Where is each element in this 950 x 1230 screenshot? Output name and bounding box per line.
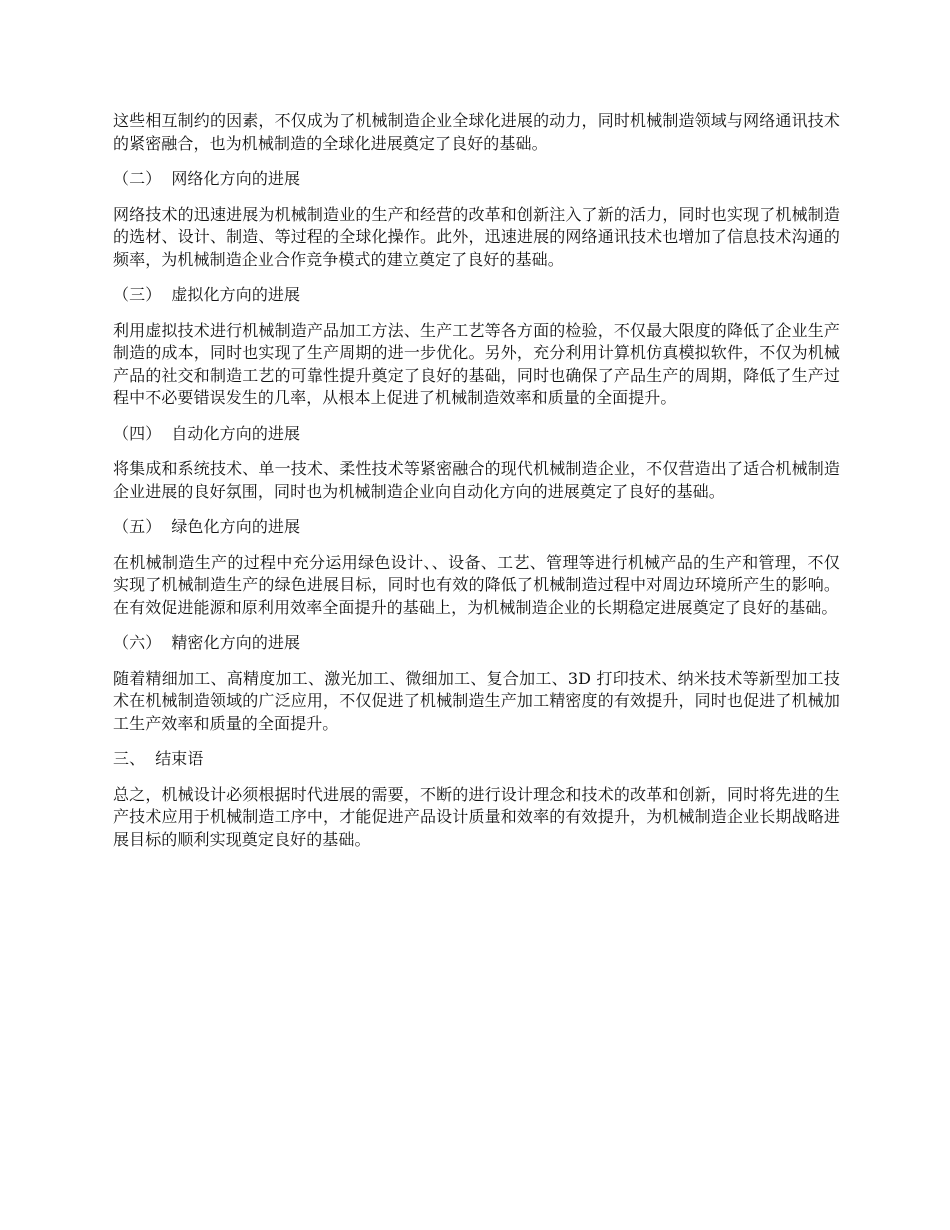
section-heading-precision <box>113 632 840 655</box>
section-heading-green <box>113 516 840 539</box>
paragraph-green: 在机械制造生产的过程中充分运用绿色设计、、设备、工艺、管理等进行机械产品的生产和管理，不仅实现了机械制造生产的绿色进展目标，同时也有效的降低了机械制造过程中对周边环境所产生的影响。在有效促进能源和原利用效率全面提升的基础上，为机械制造企业的长期稳定进展奠定了良好的基础。 <box>113 552 840 617</box>
paragraph-virtualization: 利用虚拟技术进行机械制造产品加工方法、生产工艺等各方面的检验，不仅最大限度的降低了企业生产制造的成本，同时也实现了生产周期的进一步优化。另外，充分利用计算机仿真模拟软件，不仅为机械产品的社交和制造工艺的可靠性提升奠定了良好的基础，同时也确保了产品生产的周期，降低了生产过程中不必要错误发生的几率，从根本上促进了机械制造效率和质量的全面提升。 <box>113 320 840 407</box>
section-title: 自动化方向的进展 <box>171 423 301 443</box>
paragraph-intro: 这些相互制约的因素，不仅成为了机械制造企业全球化进展的动力，同时机械制造领域与网络通讯技术的紧密融合，也为机械制造的全球化进展奠定了良好的基础。 <box>113 111 840 153</box>
section-number: （二） <box>113 169 162 188</box>
section-title: 结束语 <box>155 749 204 768</box>
section-heading-automation <box>113 423 840 446</box>
paragraph-conclusion: 总之，机械设计必须根据时代进展的需要，不断的进行设计理念和技术的改革和创新，同时将先进的生产技术应用于机械制造工序中，才能促进产品设计质量和效率的有效提升，为机械制造企业长期战略进展目标的顺利实现奠定良好的基础。 <box>113 784 840 849</box>
paragraph-networking: 网络技术的迅速进展为机械制造业的生产和经营的改革和创新注入了新的活力，同时也实现了机械制造的选材、设计、制造、等过程的全球化操作。此外，迅速进展的网络通讯技术也增加了信息技术沟通的频率，为机械制造企业合作竞争模式的建立奠定了良好的基础。 <box>113 204 840 269</box>
section-number: （五） <box>113 517 162 536</box>
section-number: （四） <box>113 423 162 443</box>
section-number: 三、 <box>113 749 146 768</box>
section-title: 虚拟化方向的进展 <box>171 285 301 304</box>
section-heading-conclusion <box>113 748 840 771</box>
section-heading-networking <box>113 168 840 191</box>
section-title: 精密化方向的进展 <box>171 633 301 652</box>
document-page <box>113 110 840 864</box>
paragraph-precision: 随着精细加工、高精度加工、激光加工、微细加工、复合加工、3D 打印技术、纳米技术等新型加工技术在机械制造领域的广泛应用，不仅促进了机械制造生产加工精密度的有效提升，同时也促进了机械加工生产效率和质量的全面提升。 <box>113 668 840 733</box>
section-heading-virtualization <box>113 284 840 307</box>
paragraph-automation: 将集成和系统技术、单一技术、柔性技术等紧密融合的现代机械制造企业，不仅营造出了适合机械制造企业进展的良好氛围，同时也为机械制造企业向自动化方向的进展奠定了良好的基础。 <box>113 459 840 501</box>
section-number: （六） <box>113 633 162 652</box>
section-title: 绿色化方向的进展 <box>171 517 301 536</box>
section-number: （三） <box>113 285 162 304</box>
section-title: 网络化方向的进展 <box>171 169 301 188</box>
